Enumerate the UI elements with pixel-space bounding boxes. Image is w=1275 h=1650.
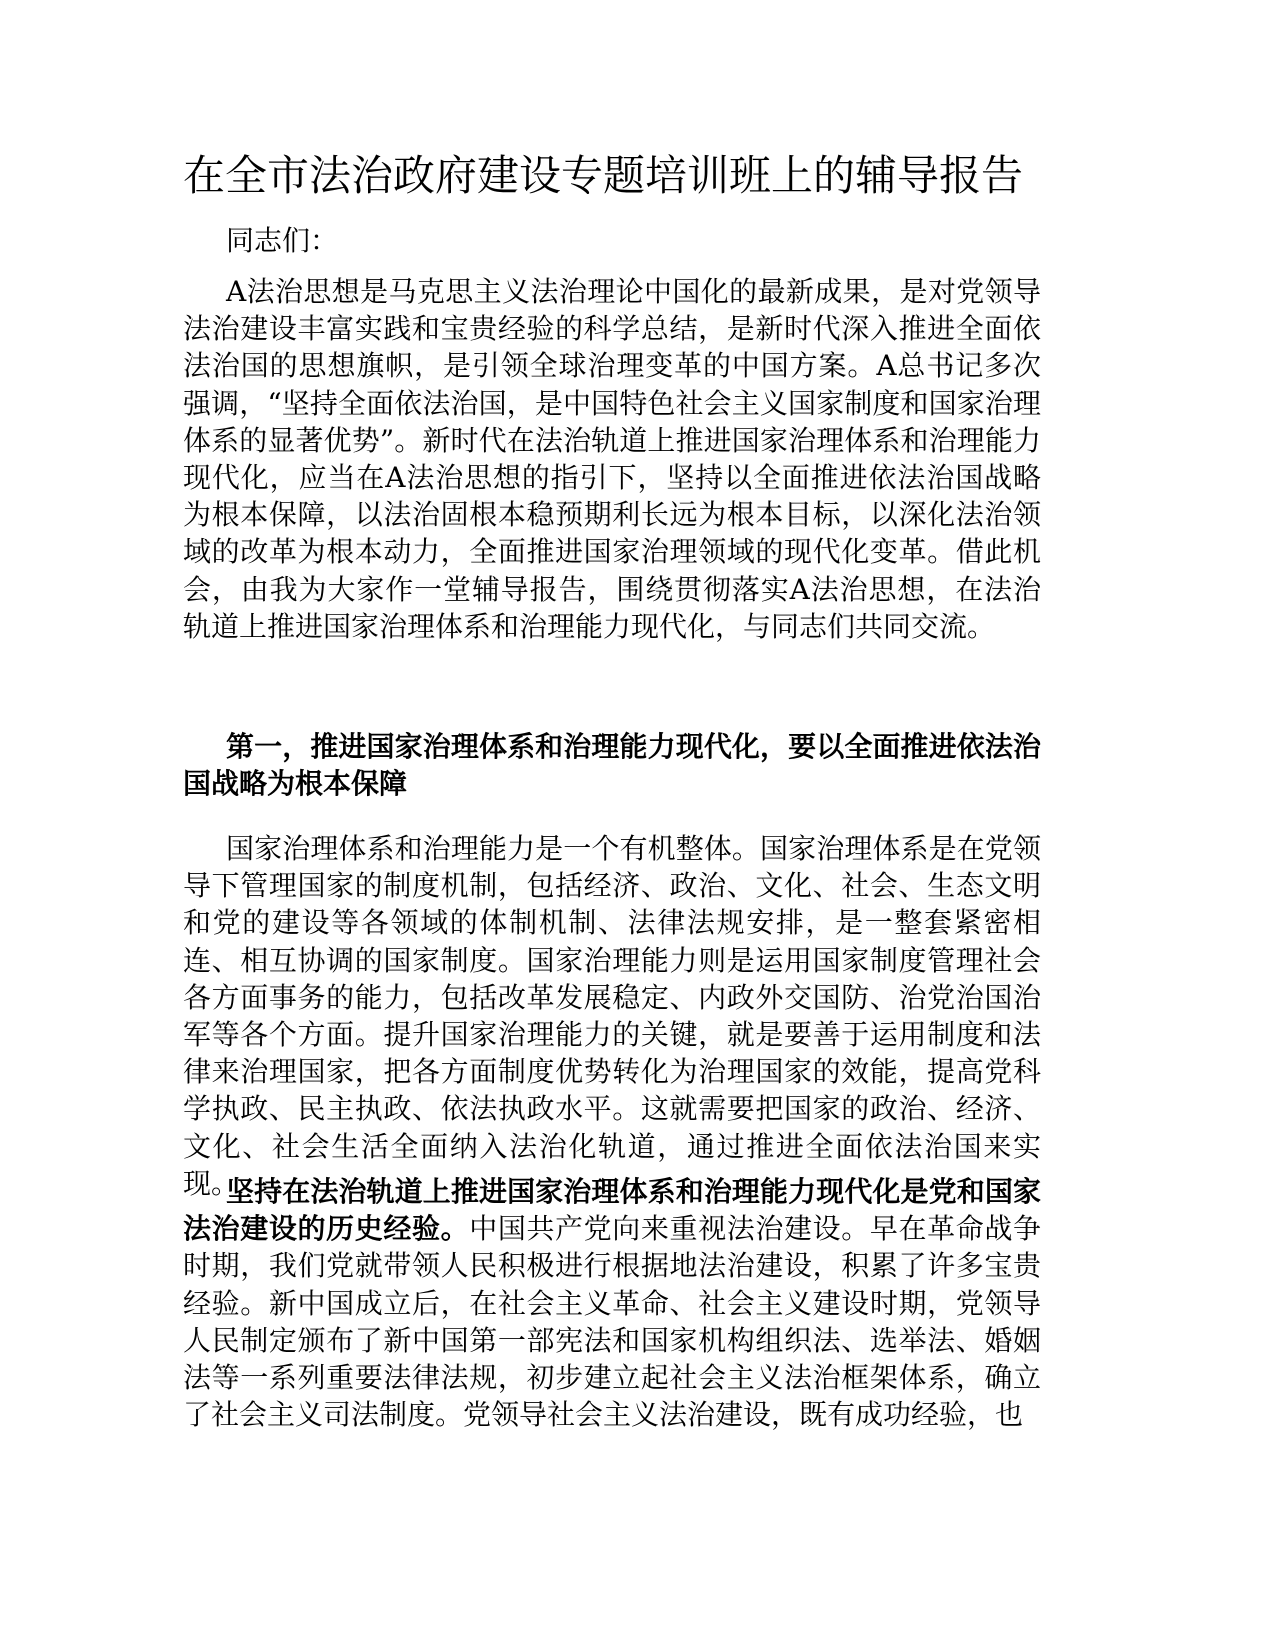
paragraph-history-text: 中国共产党向来重视法治建设。早在革命战争时期，我们党就带领人民积极进行根据地法治建设，积累了许多宝贵经验。新中国成立后，在社会主义革命、社会主义建设时期，党领导人民制定颁布了新中国第一部宪法和国家机构组织法、选举法、婚姻法等一系列重要法律法规，初步建立起社会主义法治框架体系，确立了社会主义司法制度。党领导社会主义法治建设，既有成功经验，也 xyxy=(183,1212,1041,1432)
section-heading-1: 第一，推进国家治理体系和治理能力现代化，要以全面推进依法治国战略为根本保障 xyxy=(183,730,1041,801)
paragraph-governance: 国家治理体系和治理能力是一个有机整体。国家治理体系是在党领导下管理国家的制度机制，包括经济、政治、文化、社会、生态文明和党的建设等各领域的体制机制、法律法规安排，是一整套紧密相连、相互协调的国家制度。国家治理能力则是运用国家制度管理社会各方面事务的能力，包括改革发展稳定、内政外交国防、治党治国治军等各个方面。提升国家治理能力的关键，就是要善于运用制度和法律来治理国家，把各方面制度优势转化为治理国家的效能，提高党科学执政、民主执政、依法执政水平。这就需要把国家的政治、经济、文化、社会生活全面纳入法治化轨道，通过推进全面依法治国来实现。 xyxy=(183,832,1041,1200)
paragraph-intro: A法治思想是马克思主义法治理论中国化的最新成果，是对党领导法治建设丰富实践和宝贵经验的科学总结，是新时代深入推进全面依法治国的思想旗帜，是引领全球治理变革的中国方案。A总书记多次强调，“坚持全面依法治国，是中国特色社会主义国家制度和国家治理体系的显著优势”。新时代在法治轨道上推进国家治理体系和治理能力现代化，应当在A法治思想的指引下，坚持以全面推进依法治国战略为根本保障，以法治固根本稳预期利长远为根本目标，以深化法治领域的改革为根本动力，全面推进国家治理领域的现代化变革。借此机会，由我为大家作一堂辅导报告，围绕贯彻落实A法治思想，在法治轨道上推进国家治理体系和治理能力现代化，与同志们共同交流。 xyxy=(183,275,1041,643)
paragraph-history-lead: 坚持在法治轨道上推进国家治理体系和治理能力现代化是党和国家法治建设的历史经验。 xyxy=(183,1175,1041,1246)
document-title: 在全市法治政府建设专题培训班上的辅导报告 xyxy=(183,151,1024,200)
paragraph-history xyxy=(183,1173,1041,1433)
salutation: 同志们： xyxy=(226,224,339,257)
